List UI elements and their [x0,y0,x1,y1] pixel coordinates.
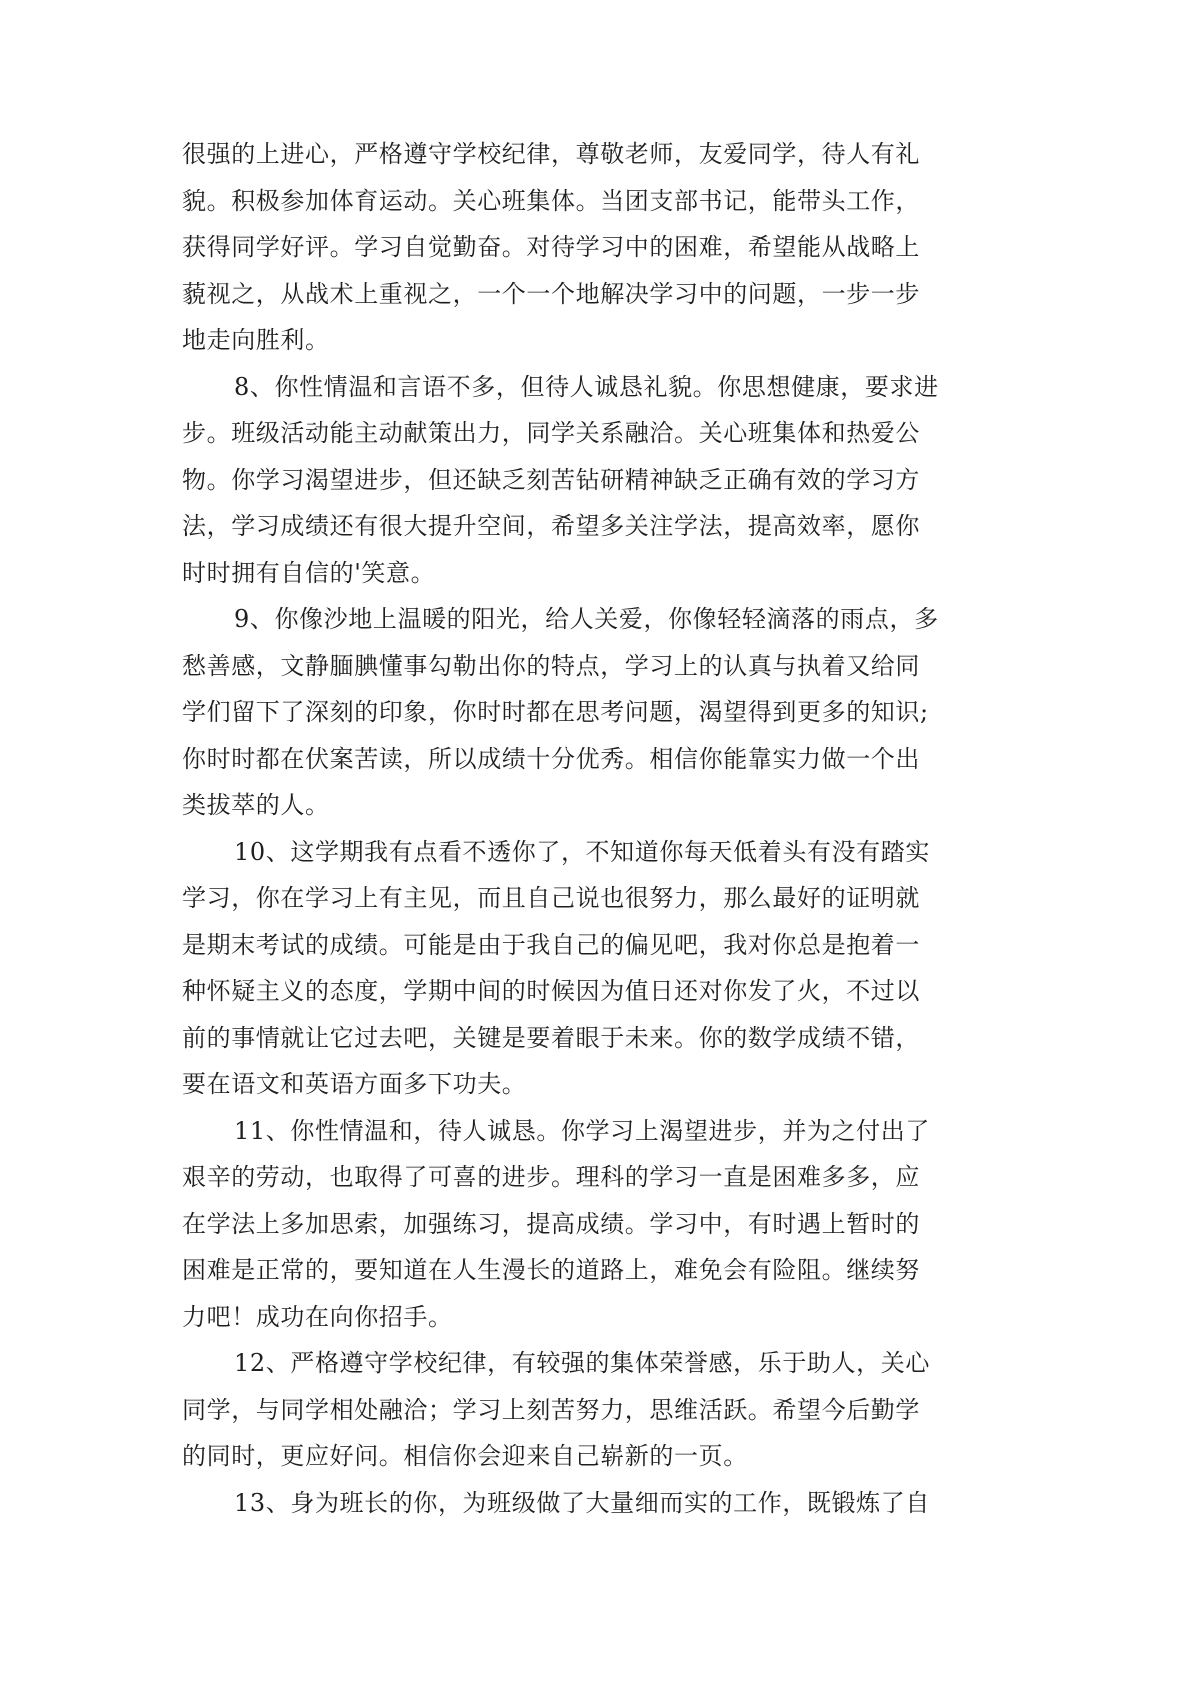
text-line: 要在语文和英语方面多下功夫。 [182,1070,527,1098]
text-line: 很强的上进心，严格遵守学校纪律，尊敬老师，友爱同学，待人有礼 [182,140,920,168]
text-line: 法，学习成绩还有很大提升空间，希望多关注学法，提高效率，愿你 [182,512,920,540]
text-line: 力吧！成功在向你招手。 [182,1302,453,1331]
text-line: 学习，你在学习上有主见，而且自己说也很努力，那么最好的证明就 [182,884,920,912]
text-line: 的同时，更应好问。相信你会迎来自己崭新的一页。 [182,1442,748,1470]
text-line: 困难是正常的，要知道在人生漫长的道路上，难免会有险阻。继续努 [182,1256,920,1284]
text-line: 种怀疑主义的态度，学期中间的时候因为值日还对你发了火，不过以 [182,977,920,1005]
paragraph-first-line: 9、你像沙地上温暖的阳光，给人关爱，你像轻轻滴落的雨点，多 [234,605,939,633]
text-line: 藐视之，从战术上重视之，一个一个地解决学习中的问题，一步一步 [182,279,920,308]
paragraph-first-line: 8、你性情温和言语不多，但待人诚恳礼貌。你思想健康，要求进 [234,372,939,401]
document-body [182,131,1018,1526]
text-line: 愁善感，文静腼腆懂事勾勒出你的特点，学习上的认真与执着又给同 [182,651,920,680]
text-line: 物。你学习渴望进步，但还缺乏刻苦钻研精神缺乏正确有效的学习方 [182,465,920,494]
text-line: 时时拥有自信的'笑意。 [182,558,436,587]
text-line: 你时时都在伏案苦读，所以成绩十分优秀。相信你能靠实力做一个出 [182,744,920,773]
paragraph-first-line: 12、严格遵守学校纪律，有较强的集体荣誉感，乐于助人，关心 [234,1349,930,1377]
text-line: 前的事情就让它过去吧，关键是要着眼于未来。你的数学成绩不错， [182,1023,920,1052]
paragraph-first-line: 11、你性情温和，待人诚恳。你学习上渴望进步，并为之付出了 [234,1116,930,1145]
paragraph-first-line: 10、这学期我有点看不透你了，不知道你每天低着头有没有踏实 [234,837,930,866]
text-line: 艰辛的劳动，也取得了可喜的进步。理科的学习一直是困难多多，应 [182,1163,920,1191]
text-line: 是期末考试的成绩。可能是由于我自己的偏见吧，我对你总是抱着一 [182,930,920,959]
text-line: 学们留下了深刻的印象，你时时都在思考问题，渴望得到更多的知识; [182,698,929,726]
text-line: 地走向胜利。 [182,326,330,354]
text-line: 貌。积极参加体育运动。关心班集体。当团支部书记，能带头工作， [182,186,920,215]
text-line: 在学法上多加思索，加强练习，提高成绩。学习中，有时遇上暂时的 [182,1209,920,1238]
text-line: 步。班级活动能主动献策出力，同学关系融洽。关心班集体和热爱公 [182,419,920,447]
text-line: 获得同学好评。学习自觉勤奋。对待学习中的困难，希望能从战略上 [182,233,920,261]
text-line: 同学，与同学相处融洽；学习上刻苦努力，思维活跃。希望今后勤学 [182,1395,920,1424]
paragraph-first-line: 13、身为班长的你，为班级做了大量细而实的工作，既锻炼了自 [234,1488,930,1517]
text-line: 类拔萃的人。 [182,791,330,819]
